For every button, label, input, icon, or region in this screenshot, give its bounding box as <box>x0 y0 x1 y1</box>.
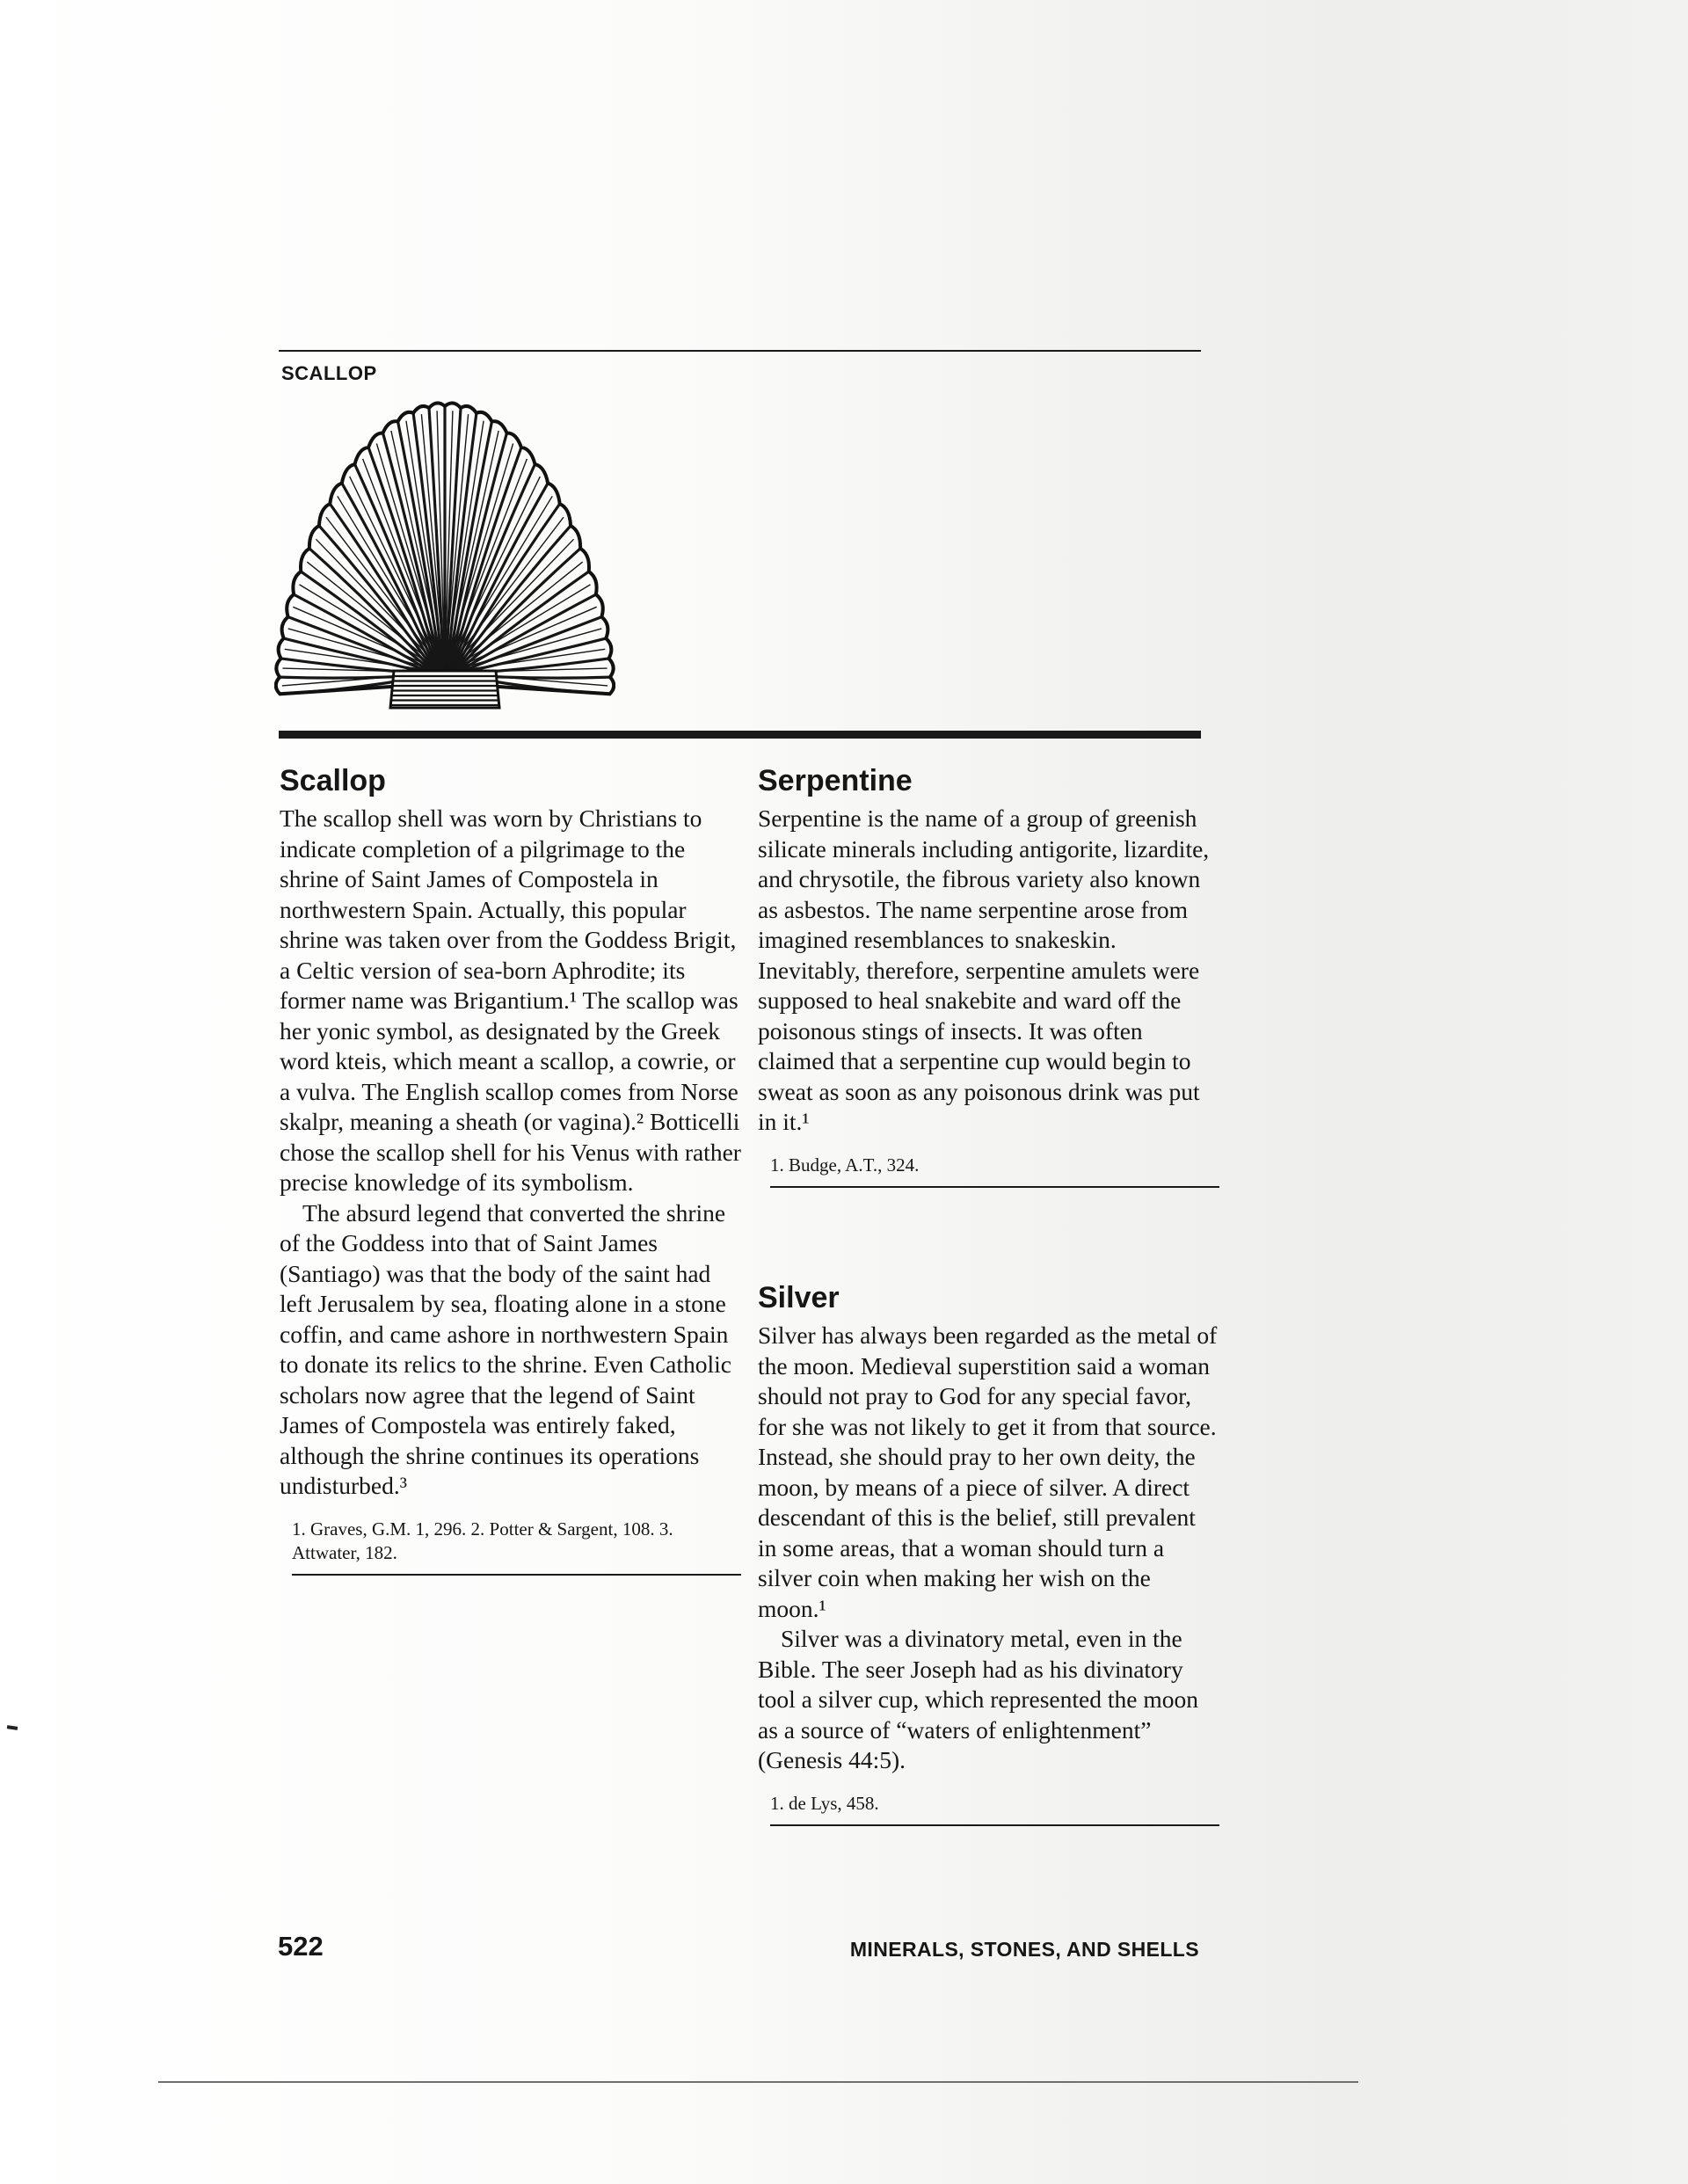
silver-heading: Silver <box>758 1281 840 1314</box>
header-rule <box>279 350 1201 352</box>
serpentine-heading: Serpentine <box>758 764 913 797</box>
scallop-paragraph-1: The scallop shell was worn by Christians to indicate completion of a pilgrimage to the shrine of Saint James of Compostela in northwestern Spain. Actually, this popular shrine was taken over from the Goddess Brigit, a Celtic version of sea-born Aphrodite; its former name was Brigantium.¹ The scallop was her yonic symbol, as designated by the Greek word kteis, which meant a scallop, a cowrie, or a vulva. The English scallop comes from Norse skalpr, meaning a sheath (or vagina).² Botticelli chose the scallop shell for his Venus with rather precise knowledge of its symbolism. <box>280 804 741 1196</box>
section-rule <box>279 731 1201 739</box>
serpentine-paragraph-1: Serpentine is the name of a group of greenish silicate minerals including antigorite, lizardite, and chrysotile, the fibrous variety also known as asbestos. The name serpentine arose from imagined resemblances to snakeskin. Inevitably, therefore, serpentine amulets were supposed to heal snakebite and ward off the poisonous stings of insects. It was often claimed that a serpentine cup would begin to sweat as soon as any poisonous drink was put in it.¹ <box>758 804 1210 1135</box>
serpentine-entry <box>758 763 1219 1188</box>
scallop-shell-icon <box>274 389 615 716</box>
silver-paragraph-1: Silver has always been regarded as the metal of the moon. Medieval superstition said a woman should not pray to God for any special favor, for she was not likely to get it from that source. Instead, she should pray to her own deity, the moon, by means of a piece of silver. A direct descendant of this is the belief, still prevalent in some areas, that a woman should turn a silver coin when making her wish on the moon.¹ <box>758 1321 1218 1622</box>
silver-paragraph-2: Silver was a divinatory metal, even in the Bible. The seer Joseph had as his divinatory tool a silver cup, which represented the moon as a source of “waters of enlightenment” (Genesis 44:5). <box>758 1625 1198 1773</box>
illustration-label: SCALLOP <box>281 362 377 384</box>
scan-edge-line <box>158 2081 1358 2083</box>
serpentine-notes: 1. Budge, A.T., 324. <box>770 1154 1219 1188</box>
silver-entry <box>758 1280 1219 1826</box>
scallop-notes: 1. Graves, G.M. 1, 296. 2. Potter & Sargent, 108. 3. Attwater, 182. <box>292 1518 741 1576</box>
scallop-entry <box>280 763 741 1576</box>
page-number: 522 <box>278 1931 324 1962</box>
silver-notes: 1. de Lys, 458. <box>770 1792 1219 1826</box>
scallop-paragraph-2: The absurd legend that converted the shrine of the Goddess into that of Saint James (Santiago) was that the body of the saint had left Jerusalem by sea, floating alone in a stone coffin, and came ashore in northwestern Spain to donate its relics to the shrine. Even Catholic scholars now agree that the legend of Saint James of Compostela was entirely faked, although the shrine continues its operations undisturbed.³ <box>280 1198 731 1499</box>
scallop-heading: Scallop <box>280 764 386 797</box>
running-title: MINERALS, STONES, AND SHELLS <box>849 1938 1199 1961</box>
